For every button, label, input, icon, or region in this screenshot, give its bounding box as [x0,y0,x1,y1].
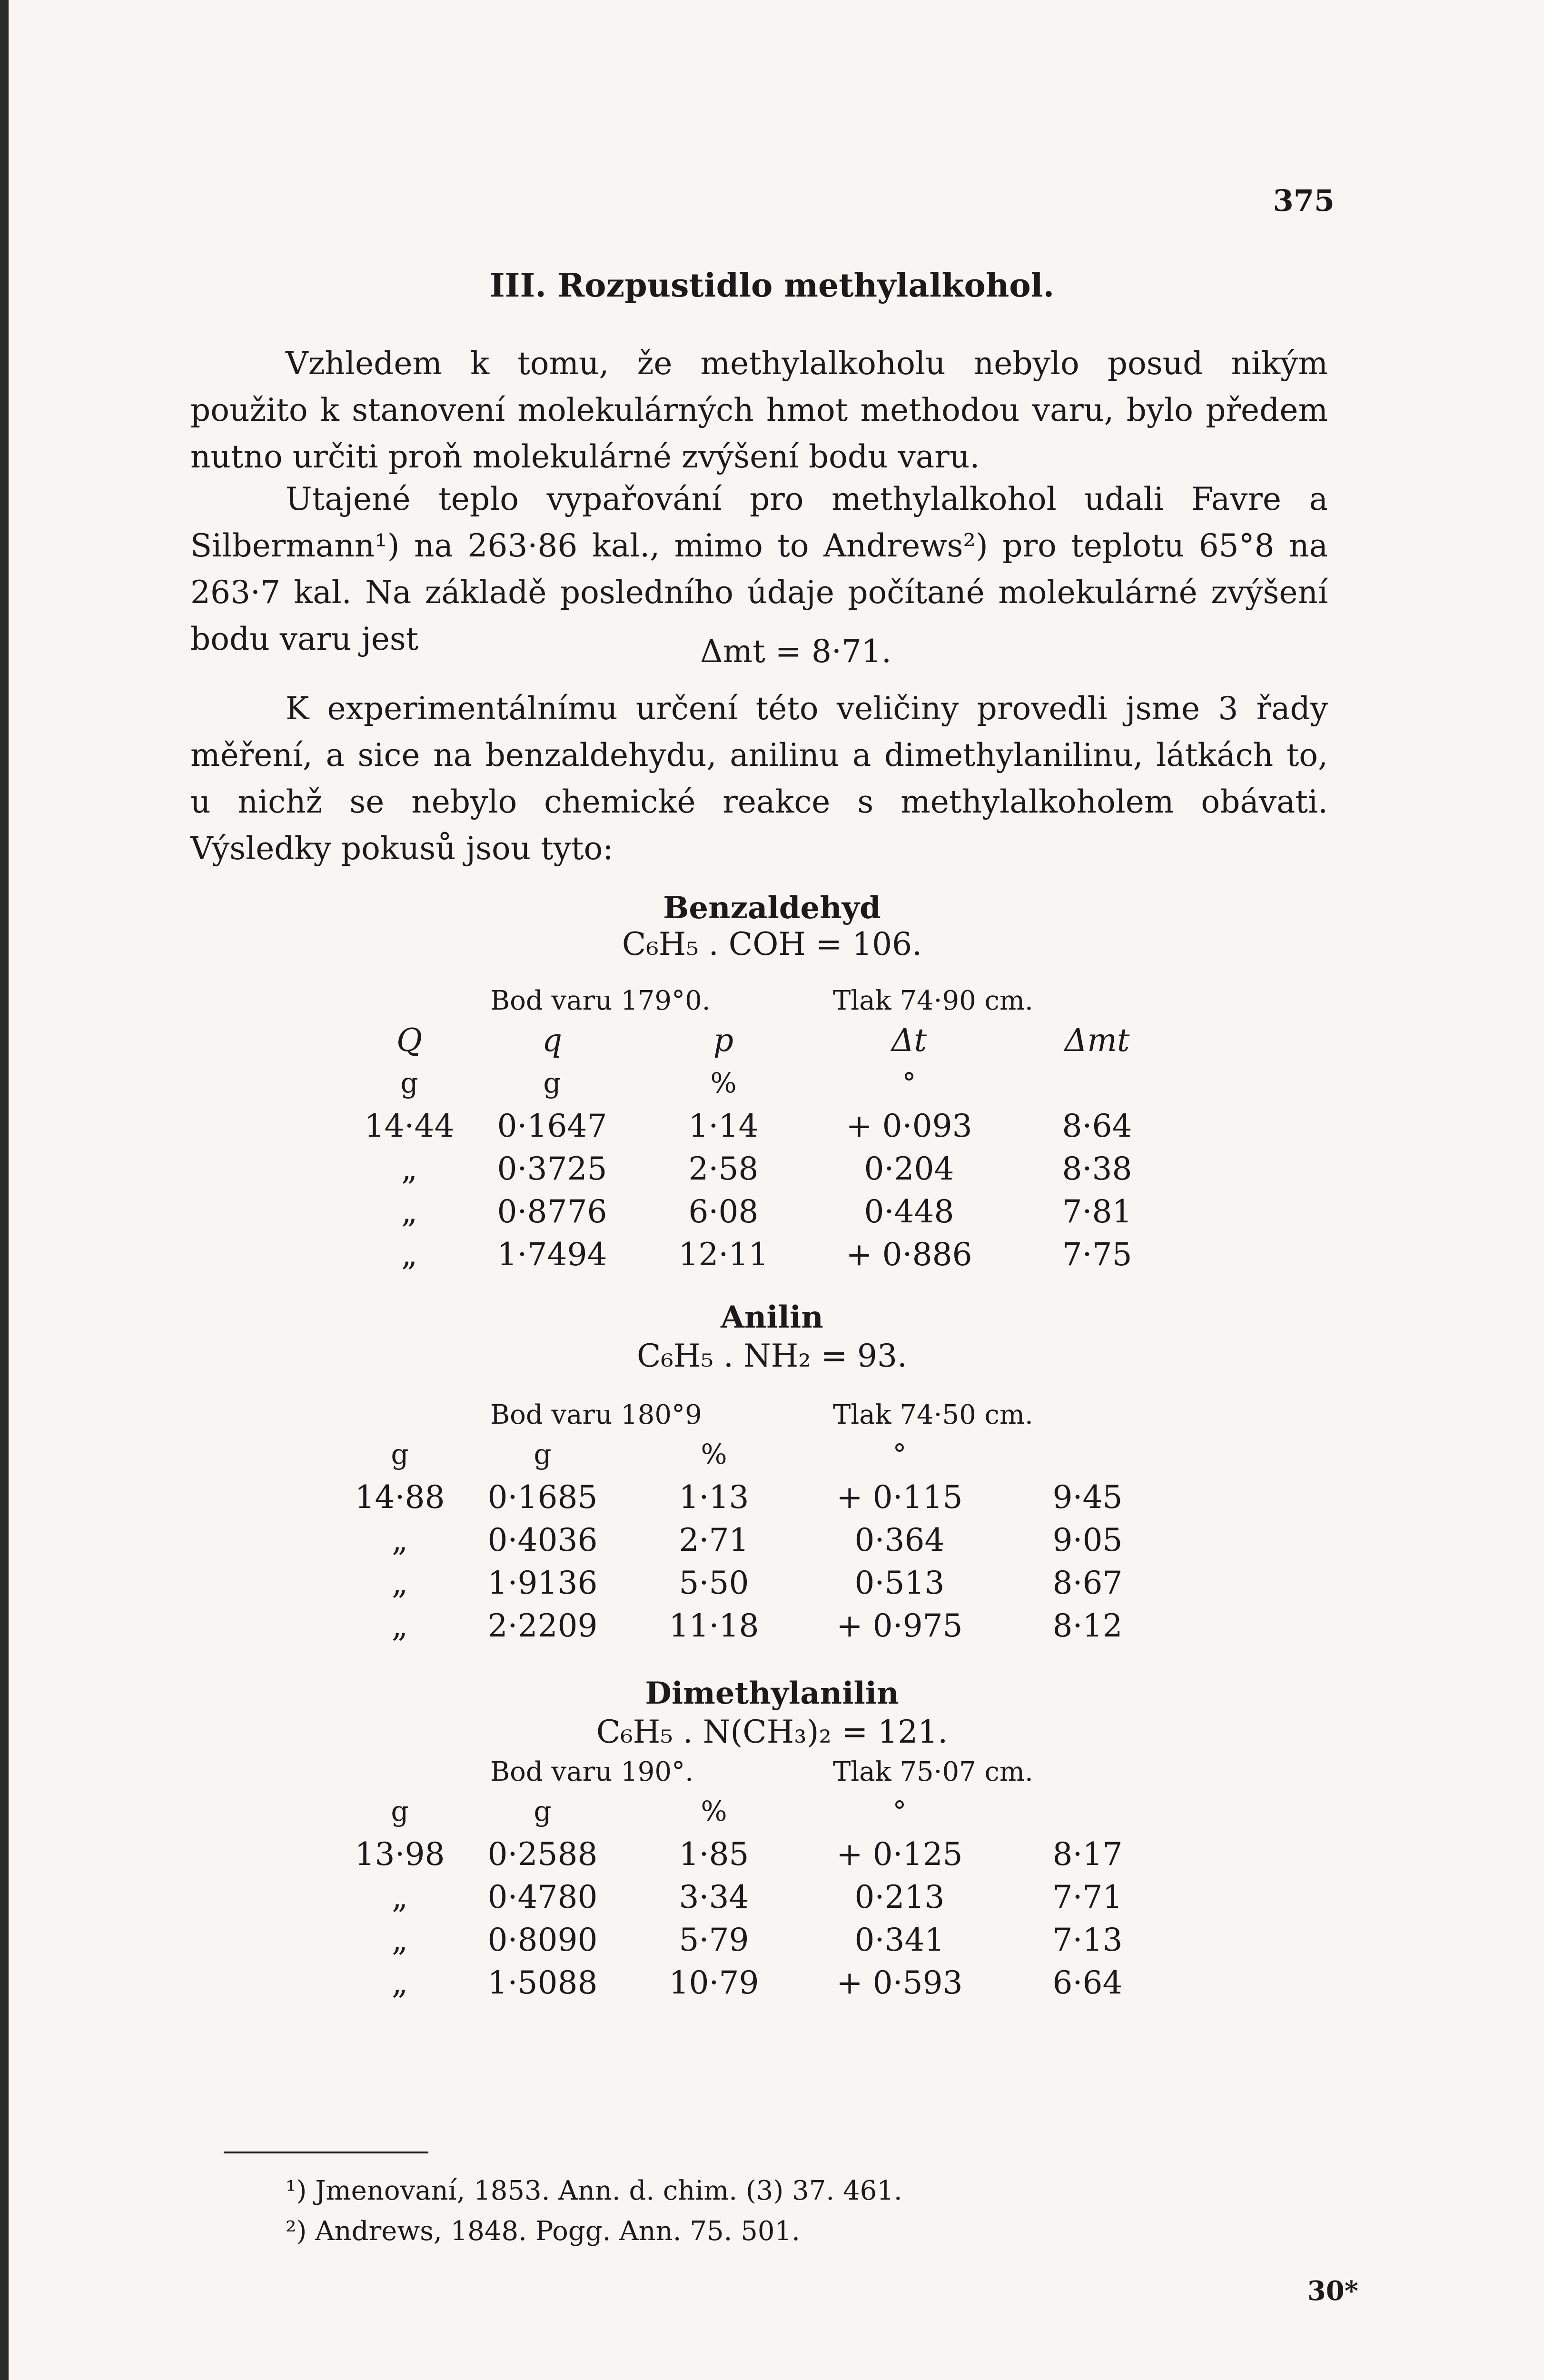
cell: 0·204 [864,1150,954,1187]
table-row [362,1233,1176,1276]
header-Q: Q [396,1021,423,1059]
unit-dt: ° [902,1067,916,1099]
footnote-rule [224,2152,428,2153]
table-anilin [352,1433,1166,1647]
cell: 1·9136 [487,1564,598,1601]
cell: „ [391,1964,408,2001]
table-row [352,1476,1166,1518]
cell: 2·58 [688,1150,759,1187]
units-row [352,1433,1166,1476]
unit-q: g [543,1067,561,1099]
cell: „ [391,1607,408,1644]
unit-p: % [701,1795,727,1827]
cell: 0·4780 [487,1878,598,1915]
cell: 0·341 [854,1921,945,1958]
cell: 0·364 [854,1521,945,1558]
cell: 12·11 [678,1236,769,1273]
table-row [352,1561,1166,1604]
cell: 6·64 [1052,1964,1123,2001]
units-row [362,1061,1176,1104]
cell: 1·14 [688,1107,759,1144]
cell: 5·79 [679,1921,749,1958]
cell: 7·13 [1052,1921,1123,1958]
cell: „ [401,1236,418,1273]
footnote-2: ²) Andrews, 1848. Pogg. Ann. 75. 501. [286,2216,800,2247]
boiling-point-anilin: Bod varu 180°9 [490,1399,702,1430]
table-row [352,1518,1166,1561]
cell: 8·64 [1062,1107,1132,1144]
header-dmt: Δmt [1064,1021,1130,1059]
cell: 0·1647 [497,1107,607,1144]
cell: 0·8776 [497,1193,607,1230]
cell: 0·213 [854,1878,945,1915]
paragraph-2-text: Utajené teplo vypařování pro methylalkohol udali Favre a Silbermann¹) na 263·86 kal., mimo to Andrews²) pro teplotu 65°8 na 263·7 kal. Na základě posledního údaje počítané molekulárné zvýšení bodu varu jest [190,481,1328,657]
table-row [352,1833,1166,1875]
cell: 14·44 [364,1107,455,1144]
footnote-1: ¹) Jmenovaní, 1853. Ann. d. chim. (3) 37. 461. [286,2175,902,2206]
signature-mark: 30* [1307,2275,1358,2307]
table-row [362,1104,1176,1147]
cell: „ [401,1150,418,1187]
paragraph-1 [190,340,1328,480]
pressure-anilin: Tlak 74·50 cm. [833,1399,1033,1430]
table-header-row [362,1019,1176,1061]
cell: 8·12 [1052,1607,1123,1644]
section-heading: III. Rozpustidlo methylalkohol. [489,267,1055,305]
cell: 1·85 [679,1835,749,1873]
cell: 14·88 [355,1478,445,1516]
cell: 2·2209 [487,1607,598,1644]
unit-dt: ° [892,1795,907,1827]
cell: „ [391,1521,408,1558]
paragraph-3-text: K experimentálnímu určení této veličiny provedli jsme 3 řady měření, a sice na benzaldehydu, anilinu a dimethylanilinu, látkách to, u nichž se nebylo chemické reakce s methylalkoholem obávati. Výsledky pokusů jsou tyto: [190,690,1328,867]
cell: 2·71 [679,1521,749,1558]
cell: 0·2588 [487,1835,598,1873]
table-row [362,1147,1176,1190]
cell: + 0·975 [836,1607,963,1644]
table-benzaldehyd [362,1019,1176,1276]
table-row [352,1875,1166,1918]
compound-formula-dimethylanilin: C₆H₅ . N(CH₃)₂ = 121. [596,1714,948,1750]
boiling-point-benzaldehyd: Bod varu 179°0. [490,985,711,1016]
cell: + 0·886 [846,1236,972,1273]
cell: 7·75 [1062,1236,1132,1273]
pressure-benzaldehyd: Tlak 74·90 cm. [833,985,1033,1016]
page-number: 375 [1273,183,1335,218]
cell: „ [391,1921,408,1958]
compound-name-benzaldehyd: Benzaldehyd [663,890,881,926]
cell: 0·8090 [487,1921,598,1958]
cell: 9·45 [1052,1478,1123,1516]
formula [0,633,1544,670]
compound-formula-anilin: C₆H₅ . NH₂ = 93. [637,1338,907,1374]
cell: 1·7494 [497,1236,607,1273]
unit-q: g [534,1795,552,1827]
cell: 0·513 [854,1564,945,1601]
cell: + 0·093 [846,1107,972,1144]
cell: 8·17 [1052,1835,1123,1873]
unit-Q: g [400,1067,418,1099]
compound-name-dimethylanilin: Dimethylanilin [645,1676,899,1711]
cell: „ [391,1878,408,1915]
cell: + 0·125 [836,1835,963,1873]
unit-p: % [701,1438,727,1470]
compound-formula-benzaldehyd: C₆H₅ . COH = 106. [622,926,922,962]
table-row [352,1604,1166,1647]
unit-Q: g [391,1795,409,1827]
header-p: p [713,1021,734,1059]
formula-text: Δmt = 8·71. [700,633,891,670]
header-dt: Δt [891,1021,927,1059]
compound-name-anilin: Anilin [721,1299,823,1335]
cell: 6·08 [688,1193,759,1230]
unit-q: g [534,1438,552,1470]
cell: 1·13 [679,1478,749,1516]
header-q: q [542,1021,563,1059]
table-row [362,1190,1176,1233]
cell: 0·3725 [497,1150,607,1187]
cell: 13·98 [355,1835,445,1873]
unit-dt: ° [892,1438,907,1470]
cell: „ [401,1193,418,1230]
boiling-point-dimethylanilin: Bod varu 190°. [490,1756,693,1787]
table-dimethylanilin [352,1790,1166,2004]
cell: 10·79 [669,1964,759,2001]
cell: 1·5088 [487,1964,598,2001]
cell: „ [391,1564,408,1601]
cell: 3·34 [679,1878,749,1915]
cell: 5·50 [679,1564,749,1601]
cell: 0·4036 [487,1521,598,1558]
unit-p: % [710,1067,737,1099]
cell: + 0·593 [836,1964,963,2001]
units-row [352,1790,1166,1833]
cell: 7·71 [1052,1878,1123,1915]
unit-Q: g [391,1438,409,1470]
cell: 7·81 [1062,1193,1132,1230]
cell: 9·05 [1052,1521,1123,1558]
cell: + 0·115 [836,1478,963,1516]
cell: 0·448 [864,1193,954,1230]
cell: 8·38 [1062,1150,1132,1187]
pressure-dimethylanilin: Tlak 75·07 cm. [833,1756,1033,1787]
cell: 8·67 [1052,1564,1123,1601]
paragraph-1-text: Vzhledem k tomu, že methylalkoholu nebylo posud nikým použito k stanovení molekulárných hmot methodou varu, bylo předem nutno určiti proň molekulárné zvýšení bodu varu. [190,345,1328,475]
cell: 0·1685 [487,1478,598,1516]
cell: 11·18 [669,1607,759,1644]
paragraph-3 [190,685,1328,872]
table-row [352,1918,1166,1961]
table-row [352,1961,1166,2004]
